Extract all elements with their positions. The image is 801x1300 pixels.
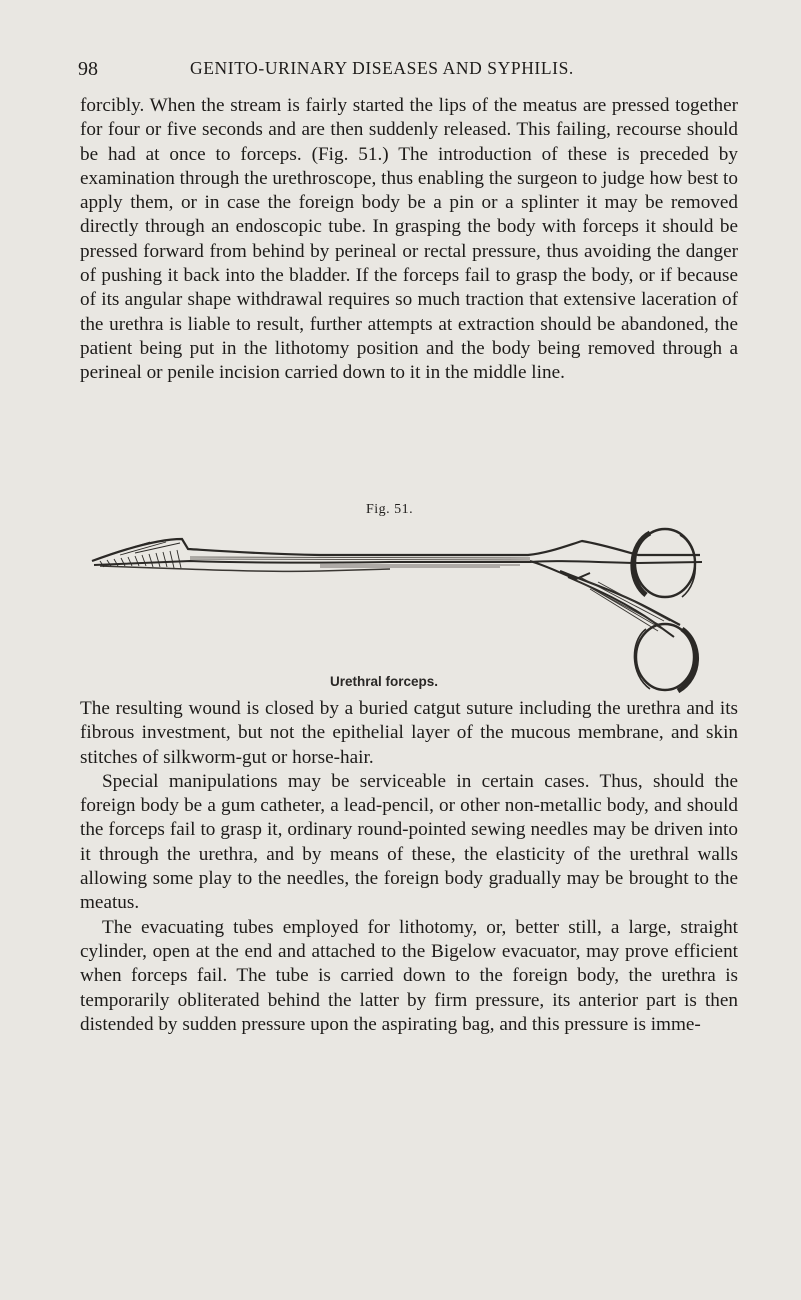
page-number: 98 bbox=[78, 58, 98, 80]
paragraph: forcibly. When the stream is fairly started the lips of the meatus are pressed together for four or five seconds and are then suddenly released. This failing, recourse should be had at once to forceps. (Fig. 51.) The introduction of these is preceded by examination through the urethroscope, thus enabling the surgeon to judge how best to apply them, or in case the foreign body be a pin or a splinter it may be removed directly through an endoscopic tube. In grasping the body with forceps it should be pressed forward from behind by perineal or rectal pressure, thus avoiding the danger of pushing it back into the bladder. If the forceps fail to grasp the body, or if because of its angular shape withdrawal requires so much traction that extensive laceration of the urethra is liable to result, further attempts at extraction should be abandoned, the patient being put in the lithotomy position and the body being removed through a perineal or penile incision carried down to it in the middle line. bbox=[80, 95, 738, 384]
paragraph: The evacuating tubes employed for lithotomy, or, better still, a large, straight cylinder, open at the end and attached to the Bigelow evacuator, may prove efficient when forceps fail. The tube is carried down to the foreign body, the urethra is temporarily obliterated behind the latter by firm pressure, its anterior part is then distended by sudden pressure upon the aspirating bag, and this pressure is imme- bbox=[80, 916, 738, 1035]
text-block-bottom bbox=[80, 697, 738, 1037]
paragraph: The resulting wound is closed by a buried catgut suture including the urethra and its fibrous investment, but not the epithelial layer of the mucous membrane, and skin stitches of silkworm-gut or horse-hair. bbox=[80, 698, 738, 768]
figure-caption: Urethral forceps. bbox=[330, 674, 439, 689]
figure-label: Fig. 51. bbox=[366, 502, 414, 517]
text-block-top bbox=[80, 94, 738, 386]
page-header bbox=[78, 58, 738, 88]
urethral-forceps-illustration bbox=[90, 525, 730, 695]
paragraph: Special manipulations may be serviceable in certain cases. Thus, should the foreign body be a gum catheter, a lead-pencil, or other non-metallic body, and should the forceps fail to grasp it, ordinary round-pointed sewing needles may be driven into it through the urethra, and by means of these, the elasticity of the urethral walls allowing some play to the needles, the foreign body gradually may be brought to the meatus. bbox=[80, 770, 738, 914]
running-head: GENITO-URINARY DISEASES AND SYPHILIS. bbox=[190, 58, 574, 78]
